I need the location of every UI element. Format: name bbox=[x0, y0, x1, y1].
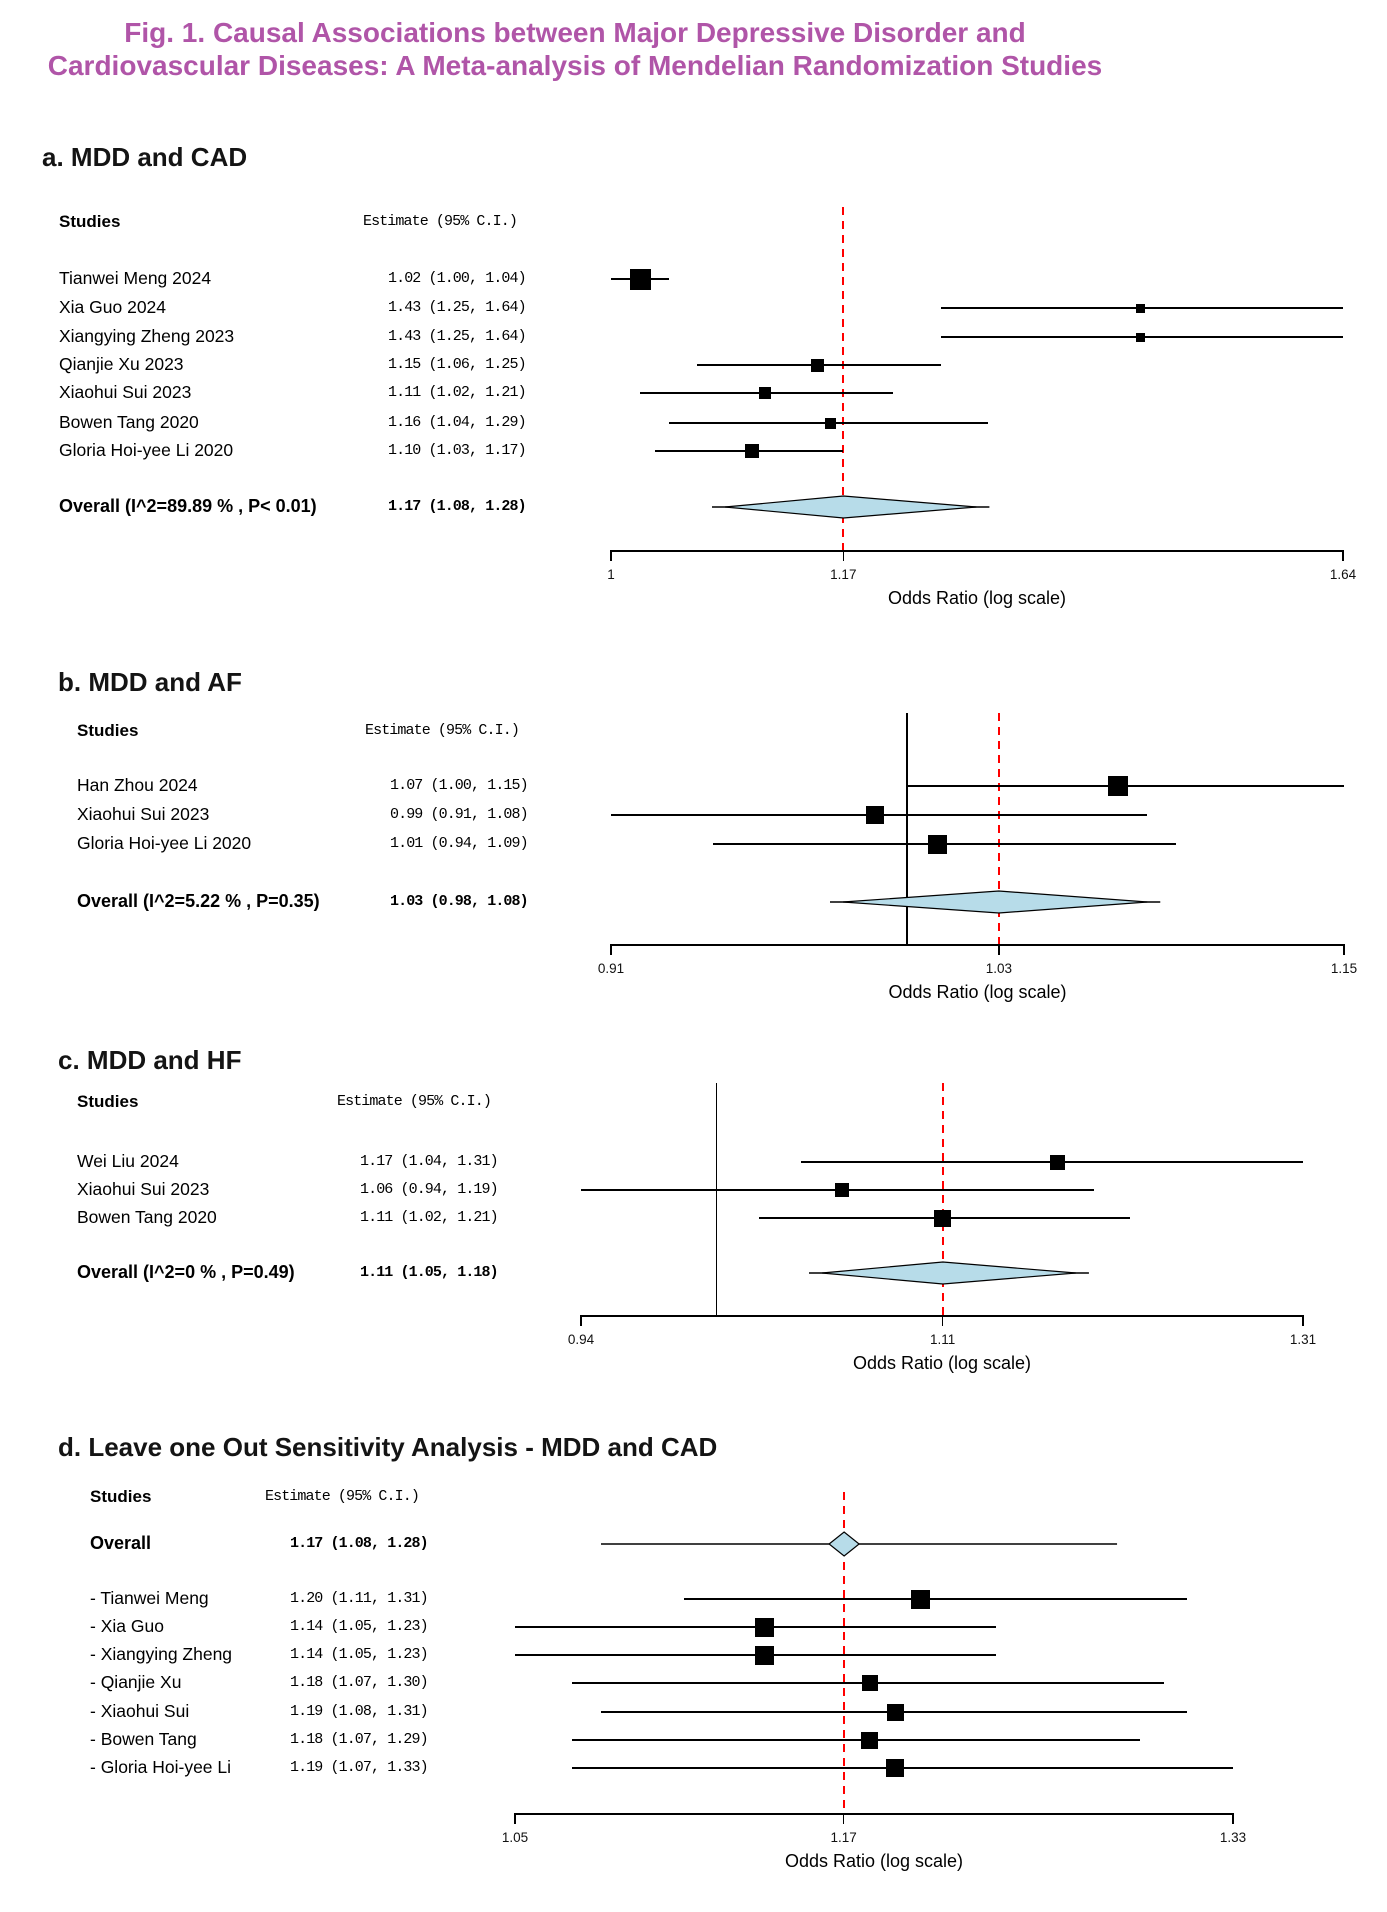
panel-a-study-estimate: 1.02 (1.00, 1.04) bbox=[388, 270, 526, 287]
panel-d-axis-tick-label: 1.33 bbox=[1219, 1830, 1247, 1845]
panel-c-study-estimate: 1.06 (0.94, 1.19) bbox=[360, 1181, 498, 1198]
panel-c-study-square bbox=[934, 1210, 951, 1227]
panel-b-study-square bbox=[866, 806, 884, 824]
panel-d-study-estimate: 1.19 (1.07, 1.33) bbox=[290, 1759, 428, 1776]
panel-d-study-label: - Xiangying Zheng bbox=[90, 1644, 233, 1664]
panel-c-axis-tick bbox=[580, 1315, 582, 1326]
panel-a-study-square bbox=[811, 359, 824, 372]
panel-b-study-estimate: 1.07 (1.00, 1.15) bbox=[390, 777, 528, 794]
panel-b-axis-tick-label: 1.15 bbox=[1330, 961, 1358, 976]
panel-b-overall-label: Overall (I^2=5.22 % , P=0.35) bbox=[77, 891, 320, 911]
panel-b-study-label: Xiaohui Sui 2023 bbox=[77, 804, 210, 824]
panel-c-axis-tick bbox=[942, 1315, 944, 1326]
panel-a-axis-tick bbox=[843, 550, 845, 561]
panel-d-study-square bbox=[887, 1704, 904, 1721]
panel-d-study-square bbox=[911, 1590, 930, 1609]
panel-a-axis-tick-label: 1 bbox=[607, 567, 615, 582]
panel-d-axis-tick-label: 1.17 bbox=[830, 1830, 857, 1845]
panel-a-summary-diamond bbox=[710, 493, 991, 521]
panel-a-study-estimate: 1.15 (1.06, 1.25) bbox=[388, 356, 526, 373]
panel-d-study-label: - Bowen Tang bbox=[90, 1729, 197, 1749]
panel-c-study-estimate: 1.11 (1.02, 1.21) bbox=[360, 1209, 498, 1226]
panel-b-column-header-estimate: Estimate (95% C.I.) bbox=[365, 722, 519, 739]
panel-b-study-square bbox=[1108, 776, 1128, 796]
figure-title bbox=[0, 16, 1150, 82]
panel-b-study-estimate: 0.99 (0.91, 1.08) bbox=[390, 806, 528, 823]
panel-b-axis-line bbox=[611, 944, 1344, 946]
panel-a-study-square bbox=[1136, 304, 1145, 313]
panel-c-column-header-estimate: Estimate (95% C.I.) bbox=[337, 1093, 491, 1110]
panel-a-overall-estimate: 1.17 (1.08, 1.28) bbox=[388, 498, 526, 515]
panel-b-axis-tick bbox=[998, 944, 1000, 955]
panel-b-column-header-studies: Studies bbox=[77, 721, 139, 740]
panel-c-axis-tick-label: 1.31 bbox=[1289, 1332, 1317, 1347]
panel-d-study-label: - Gloria Hoi-yee Li bbox=[90, 1757, 232, 1777]
panel-c-column-header-studies: Studies bbox=[77, 1092, 139, 1111]
panel-d-study-square bbox=[755, 1646, 774, 1665]
panel-b-overall-estimate: 1.03 (0.98, 1.08) bbox=[390, 893, 528, 910]
panel-a-study-label: Xiangying Zheng 2023 bbox=[59, 326, 235, 346]
panel-b-axis-tick-label: 1.03 bbox=[985, 961, 1013, 976]
panel-a-heading: a. MDD and CAD bbox=[42, 142, 248, 172]
panel-b-axis-tick-label: 0.91 bbox=[597, 961, 625, 976]
panel-d-study-estimate: 1.14 (1.05, 1.23) bbox=[290, 1618, 428, 1635]
panel-d-study-label: - Tianwei Meng bbox=[90, 1588, 209, 1608]
panel-c-heading: c. MDD and HF bbox=[58, 1045, 242, 1075]
panel-c-axis-tick-label: 0.94 bbox=[567, 1332, 595, 1347]
panel-a-study-label: Bowen Tang 2020 bbox=[59, 412, 199, 432]
panel-a-study-label: Xia Guo 2024 bbox=[59, 297, 167, 317]
panel-c-study-estimate: 1.17 (1.04, 1.31) bbox=[360, 1153, 498, 1170]
figure-title-line1: Fig. 1. Causal Associations between Major Depressive Disorder and bbox=[124, 17, 1026, 48]
panel-d-overall-label: Overall bbox=[90, 1533, 152, 1553]
panel-a-axis-tick bbox=[610, 550, 612, 561]
panel-d-study-label: - Xiaohui Sui bbox=[90, 1701, 190, 1721]
panel-d-study-estimate: 1.14 (1.05, 1.23) bbox=[290, 1646, 428, 1663]
panel-c-overall-label: Overall (I^2=0 % , P=0.49) bbox=[77, 1262, 295, 1282]
panel-d-study-square bbox=[886, 1759, 904, 1777]
panel-a-study-square bbox=[825, 418, 836, 429]
panel-a-study-estimate: 1.11 (1.02, 1.21) bbox=[388, 384, 526, 401]
panel-a-study-square bbox=[630, 269, 651, 290]
panel-a-axis-tick-label: 1.17 bbox=[830, 567, 857, 582]
panel-b-axis-tick bbox=[610, 944, 612, 955]
panel-a-study-label: Tianwei Meng 2024 bbox=[59, 268, 212, 288]
panel-a-study-estimate: 1.10 (1.03, 1.17) bbox=[388, 442, 526, 459]
panel-d-study-estimate: 1.19 (1.08, 1.31) bbox=[290, 1703, 428, 1720]
panel-d-axis-tick-label: 1.05 bbox=[501, 1830, 529, 1845]
panel-a-study-label: Gloria Hoi-yee Li 2020 bbox=[59, 440, 234, 460]
panel-b-study-estimate: 1.01 (0.94, 1.09) bbox=[390, 835, 528, 852]
panel-c-study-label: Xiaohui Sui 2023 bbox=[77, 1179, 210, 1199]
panel-d-axis-line bbox=[515, 1813, 1233, 1815]
panel-d-summary-diamond bbox=[586, 1530, 1132, 1558]
panel-c-axis-tick bbox=[1302, 1315, 1304, 1326]
panel-a-study-label: Qianjie Xu 2023 bbox=[59, 354, 184, 374]
panel-d-study-square bbox=[755, 1618, 774, 1637]
panel-a-column-header-studies: Studies bbox=[59, 212, 121, 231]
panel-a-axis-tick-label: 1.64 bbox=[1329, 567, 1357, 582]
panel-d-study-estimate: 1.18 (1.07, 1.30) bbox=[290, 1674, 428, 1691]
panel-a-overall-label: Overall (I^2=89.89 % , P< 0.01) bbox=[59, 496, 317, 516]
panel-d-axis-tick bbox=[1232, 1813, 1234, 1824]
panel-a-column-header-estimate: Estimate (95% C.I.) bbox=[363, 213, 517, 230]
panel-d-axis-tick bbox=[843, 1813, 845, 1824]
panel-c-null-ref-line bbox=[716, 1083, 717, 1315]
panel-c-axis-tick-label: 1.11 bbox=[929, 1332, 956, 1347]
panel-d-study-label: - Xia Guo bbox=[90, 1616, 164, 1636]
panel-d-study-label: - Qianjie Xu bbox=[90, 1672, 182, 1692]
panel-a-study-square bbox=[759, 387, 771, 399]
panel-a-axis-line bbox=[611, 550, 1343, 552]
panel-d-axis-tick bbox=[514, 1813, 516, 1824]
figure-title-line2: Cardiovascular Diseases: A Meta-analysis of Mendelian Randomization Studies bbox=[47, 50, 1103, 81]
panel-a-study-square bbox=[745, 444, 759, 458]
panel-a-study-square bbox=[1136, 333, 1145, 342]
panel-a-study-estimate: 1.43 (1.25, 1.64) bbox=[388, 299, 526, 316]
panel-a-study-estimate: 1.43 (1.25, 1.64) bbox=[388, 328, 526, 345]
panel-a-axis-title: Odds Ratio (log scale) bbox=[887, 588, 1067, 608]
panel-d-heading: d. Leave one Out Sensitivity Analysis - MDD and CAD bbox=[58, 1432, 718, 1462]
panel-a-study-estimate: 1.16 (1.04, 1.29) bbox=[388, 414, 526, 431]
panel-d-ci-line bbox=[572, 1739, 1140, 1741]
panel-b-study-label: Han Zhou 2024 bbox=[77, 775, 198, 795]
panel-b-axis-title: Odds Ratio (log scale) bbox=[888, 982, 1067, 1002]
panel-d-ci-line bbox=[684, 1598, 1187, 1600]
panel-a-axis-tick bbox=[1342, 550, 1344, 561]
panel-c-study-square bbox=[1050, 1155, 1065, 1170]
panel-d-axis-title: Odds Ratio (log scale) bbox=[784, 1851, 964, 1871]
panel-d-study-estimate: 1.18 (1.07, 1.29) bbox=[290, 1731, 428, 1748]
panel-c-overall-estimate: 1.11 (1.05, 1.18) bbox=[360, 1264, 498, 1281]
panel-b-heading: b. MDD and AF bbox=[58, 667, 242, 697]
panel-c-summary-diamond bbox=[807, 1259, 1091, 1287]
panel-c-axis-title: Odds Ratio (log scale) bbox=[852, 1353, 1032, 1373]
panel-c-study-label: Bowen Tang 2020 bbox=[77, 1207, 217, 1227]
panel-c-study-label: Wei Liu 2024 bbox=[77, 1151, 179, 1171]
panel-b-study-square bbox=[928, 835, 947, 854]
panel-b-study-label: Gloria Hoi-yee Li 2020 bbox=[77, 833, 252, 853]
panel-c-study-square bbox=[835, 1183, 849, 1197]
panel-a-study-label: Xiaohui Sui 2023 bbox=[59, 382, 192, 402]
panel-d-study-square bbox=[861, 1732, 878, 1749]
panel-b-axis-tick bbox=[1343, 944, 1345, 955]
panel-d-column-header-studies: Studies bbox=[90, 1487, 152, 1506]
panel-d-study-estimate: 1.20 (1.11, 1.31) bbox=[290, 1590, 428, 1607]
panel-d-column-header-estimate: Estimate (95% C.I.) bbox=[265, 1488, 419, 1505]
panel-d-overall-estimate: 1.17 (1.08, 1.28) bbox=[290, 1535, 428, 1552]
panel-b-summary-diamond bbox=[828, 888, 1162, 916]
panel-d-study-square bbox=[862, 1675, 878, 1691]
